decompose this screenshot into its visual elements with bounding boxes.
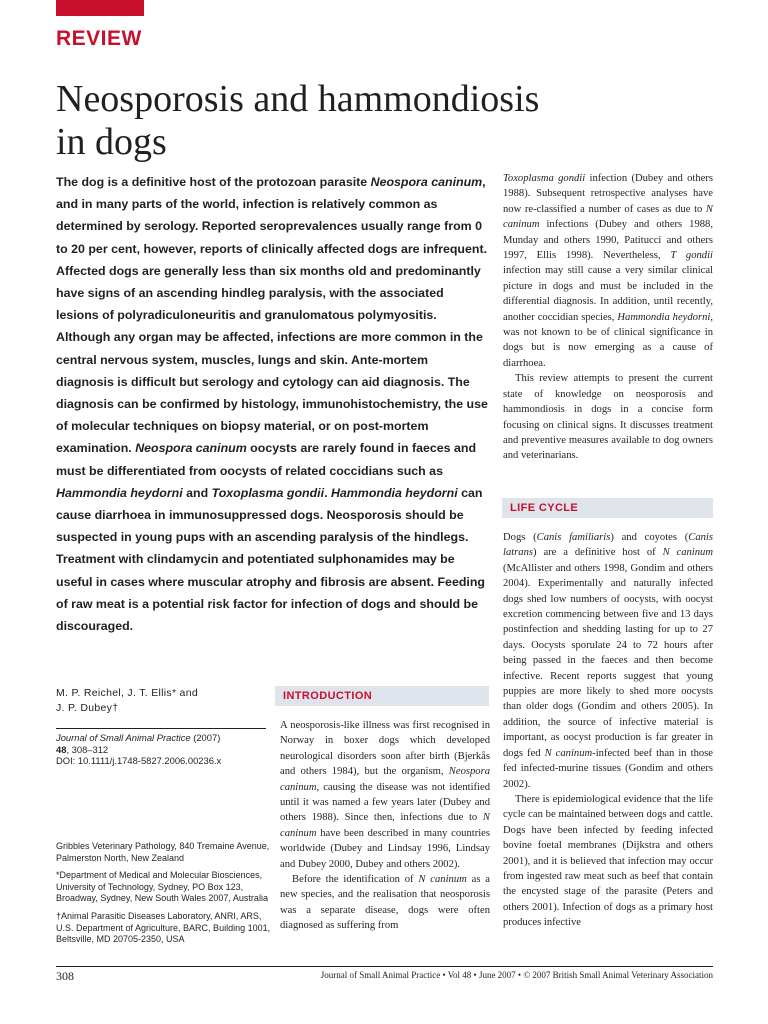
article-title [56,78,696,164]
introduction-heading: INTRODUCTION [275,686,489,706]
intro-continued-paragraph-1 [503,171,713,371]
italic-term: Hammondia heydorni [617,311,711,323]
text-run: ) are a definitive host of [533,547,663,559]
header-accent-bar [56,0,144,16]
life-cycle-body [503,530,713,931]
authors-line-2: J. P. Dubey† [56,702,119,714]
text-run: infection may still cause a very similar clinical picture in dogs and must be included in the differential diagnosis. In addition, until recently, another coccidian species, [503,265,713,323]
text-run: have been described in many countries worldwide (Dubey and Lindsay 1996, Lindsay and Dubey 2000, Dubey and others 2002). [280,827,490,870]
text-run: , and in many parts of the world, infection is relatively common as determined by serology. Reported seroprevalences usually range from 0 to 20 per cent, however, reports of clinically affected dogs are infrequent. Affected dogs are generally less than six months old and predominantly have signs of an ascending hindleg paralysis, with the associated lesions of polyradiculoneuritis and granulomatous polymyositis. Although any organ may be affected, infections are more common in the central nervous system, muscles, lungs and skin. Ante-mortem diagnosis is difficult but serology and cytology can aid diagnosis. The diagnosis can be confirmed by histology, immunohistochemistry, the use of molecular techniques on biopsy material, or on post-mortem examination. [56,175,488,456]
section-label: REVIEW [56,27,142,50]
italic-term: Neospora caninum [370,175,483,189]
text-run: and [182,485,212,500]
authors-line-1: M. P. Reichel, J. T. Ellis* and [56,687,198,699]
footer-journal-line: Journal of Small Animal Practice • Vol 48 • June 2007 • © 2007 British Small Animal Veterinary Association [320,970,713,980]
text-run: infection (Dubey and others 1988). Subsequent retrospective analyses have now re-classified a number of cases as due to [503,173,714,215]
abstract [56,171,488,637]
text-run: as a new species, and the realisation that neosporosis was a separate disease, dogs were often diagnosed as suffering from [280,874,490,932]
italic-term: N caninum [503,203,713,231]
text-run: The dog is a definitive host of the protozoan parasite [56,175,371,189]
title-line-1: Neosporosis and hammondiosis [56,78,540,120]
text-run: , causing the disease was not identified until it was named a few years later (Dubey and others 1988). Since then, infections due to [280,781,490,824]
italic-term: N caninum [544,747,593,759]
author-list [56,686,266,716]
text-run: . [324,485,331,500]
footer-rule [56,966,713,967]
italic-term: T gondii [670,250,713,262]
text-run: Dogs ( [503,532,537,543]
text-run: This review attempts to present the current state of knowledge on neosporosis and hammondiosis in dogs in a concise form focusing on clinical signs. It discusses treatment and preventive measures available to dog owners and veterinarians. [503,373,713,462]
introduction-body [280,718,490,934]
text-run: (McAllister and others 1998, Gondim and others 2004). Experimentally and naturally infected dogs shed low numbers of oocysts, with oocyst excretion commencing between five and 13 days postinfection and shedding lasting for up to 27 days. Oocysts sporulate 24 to 72 hours after being passed in the faeces and then become infective. Recent reports suggest that young puppies are more likely to shed more oocysts than older dogs (Gondim and others 2005). In addition, the source of infective material is important, as oocyst production is far greater in dogs fed [503,562,713,759]
citation-journal: Journal of Small Animal Practice [56,732,191,743]
intro-continued-paragraph-2 [503,371,713,463]
text-run: , was not known to be of clinical significance in dogs but is now emerging as a cause of diarrhoea. [503,311,713,369]
introduction-continued-body [503,171,713,464]
affiliations [56,841,271,952]
italic-term: N caninum [418,874,467,886]
italic-term: Neospora caninum [135,441,247,456]
citation-doi: DOI: 10.1111/j.1748-5827.2006.00236.x [56,755,222,767]
italic-term: Hammondia heydorni [330,485,458,500]
intro-paragraph-1 [280,718,490,872]
italic-term: Hammondia heydorni [56,485,183,500]
citation-block [56,728,266,767]
italic-term: Neospora caninum [280,766,490,793]
title-line-2: in dogs [56,121,167,163]
text-run: -infected beef than in those fed infected-murine tissues (Gondim and others 2002). [503,747,713,790]
life-cycle-paragraph-2 [503,792,713,931]
text-run: There is epidemiological evidence that the life cycle can be maintained between dogs and cattle. Dogs have been infected by feeding infected bovine foetal membranes (Dijkstra and others 2001), and it is believed that infection may occur from ingested raw meat such as beef that contain the encysted stage of the parasite (Peters and others 2001). Infection of dogs as a primary host produces infective [503,793,713,929]
italic-term: Canis familiaris [536,532,611,543]
text-run: A neosporosis-like illness was first recognised in Norway in boxer dogs which developed neurological disorders soon after birth (Bjerkås and others 1984), but the organism, [280,720,490,778]
text-run: oocysts are rarely found in faeces and must be differentiated from oocysts of related coccidians such as [56,441,477,478]
italic-term: Canis latrans [503,532,713,559]
citation-volume: 48 [56,743,67,755]
italic-term: N caninum [662,547,713,559]
text-run: can cause diarrhoea in immunosuppressed dogs. Neosporosis should be suspected in young pups with an ascending paralysis of the hindlegs. Treatment with clindamycin and potentiated sulphonamides may be useful in cases where muscular atrophy and fibrosis are absent. Feeding of raw meat is a potential risk factor for infection of dogs and should be discouraged. [56,485,485,634]
text-run: Before the identification of [292,874,419,886]
life-cycle-heading: LIFE CYCLE [502,498,713,518]
italic-term: N caninum [280,812,490,839]
affiliation-3: †Animal Parasitic Diseases Laboratory, ANRI, ARS, U.S. Department of Agriculture, BARC, Building 1001, Beltsville, MD 20705-2350, USA [56,910,271,945]
citation-pages: , 308–312 [66,743,109,755]
text-run: ) and coyotes ( [610,532,689,543]
life-cycle-paragraph-1 [503,530,713,792]
italic-term: Toxoplasma gondii [211,485,325,500]
affiliation-1: Gribbles Veterinary Pathology, 840 Tremaine Avenue, Palmerston North, New Zealand [56,841,270,863]
citation-year: (2007) [190,732,221,743]
page-number: 308 [56,969,74,983]
italic-term: Toxoplasma gondii [503,173,586,184]
text-run: infections (Dubey and others 1988, Munday and others 1990, Patitucci and others 1997, Ellis 1998). Nevertheless, [503,219,713,262]
affiliation-2: *Department of Medical and Molecular Biosciences, University of Technology, Sydney, PO Box 123, Broadway, Sydney, New South Wales 2007, Australia [56,870,268,904]
citation-volume-line [56,744,266,756]
intro-paragraph-2 [280,872,490,934]
citation-journal-line [56,732,266,744]
